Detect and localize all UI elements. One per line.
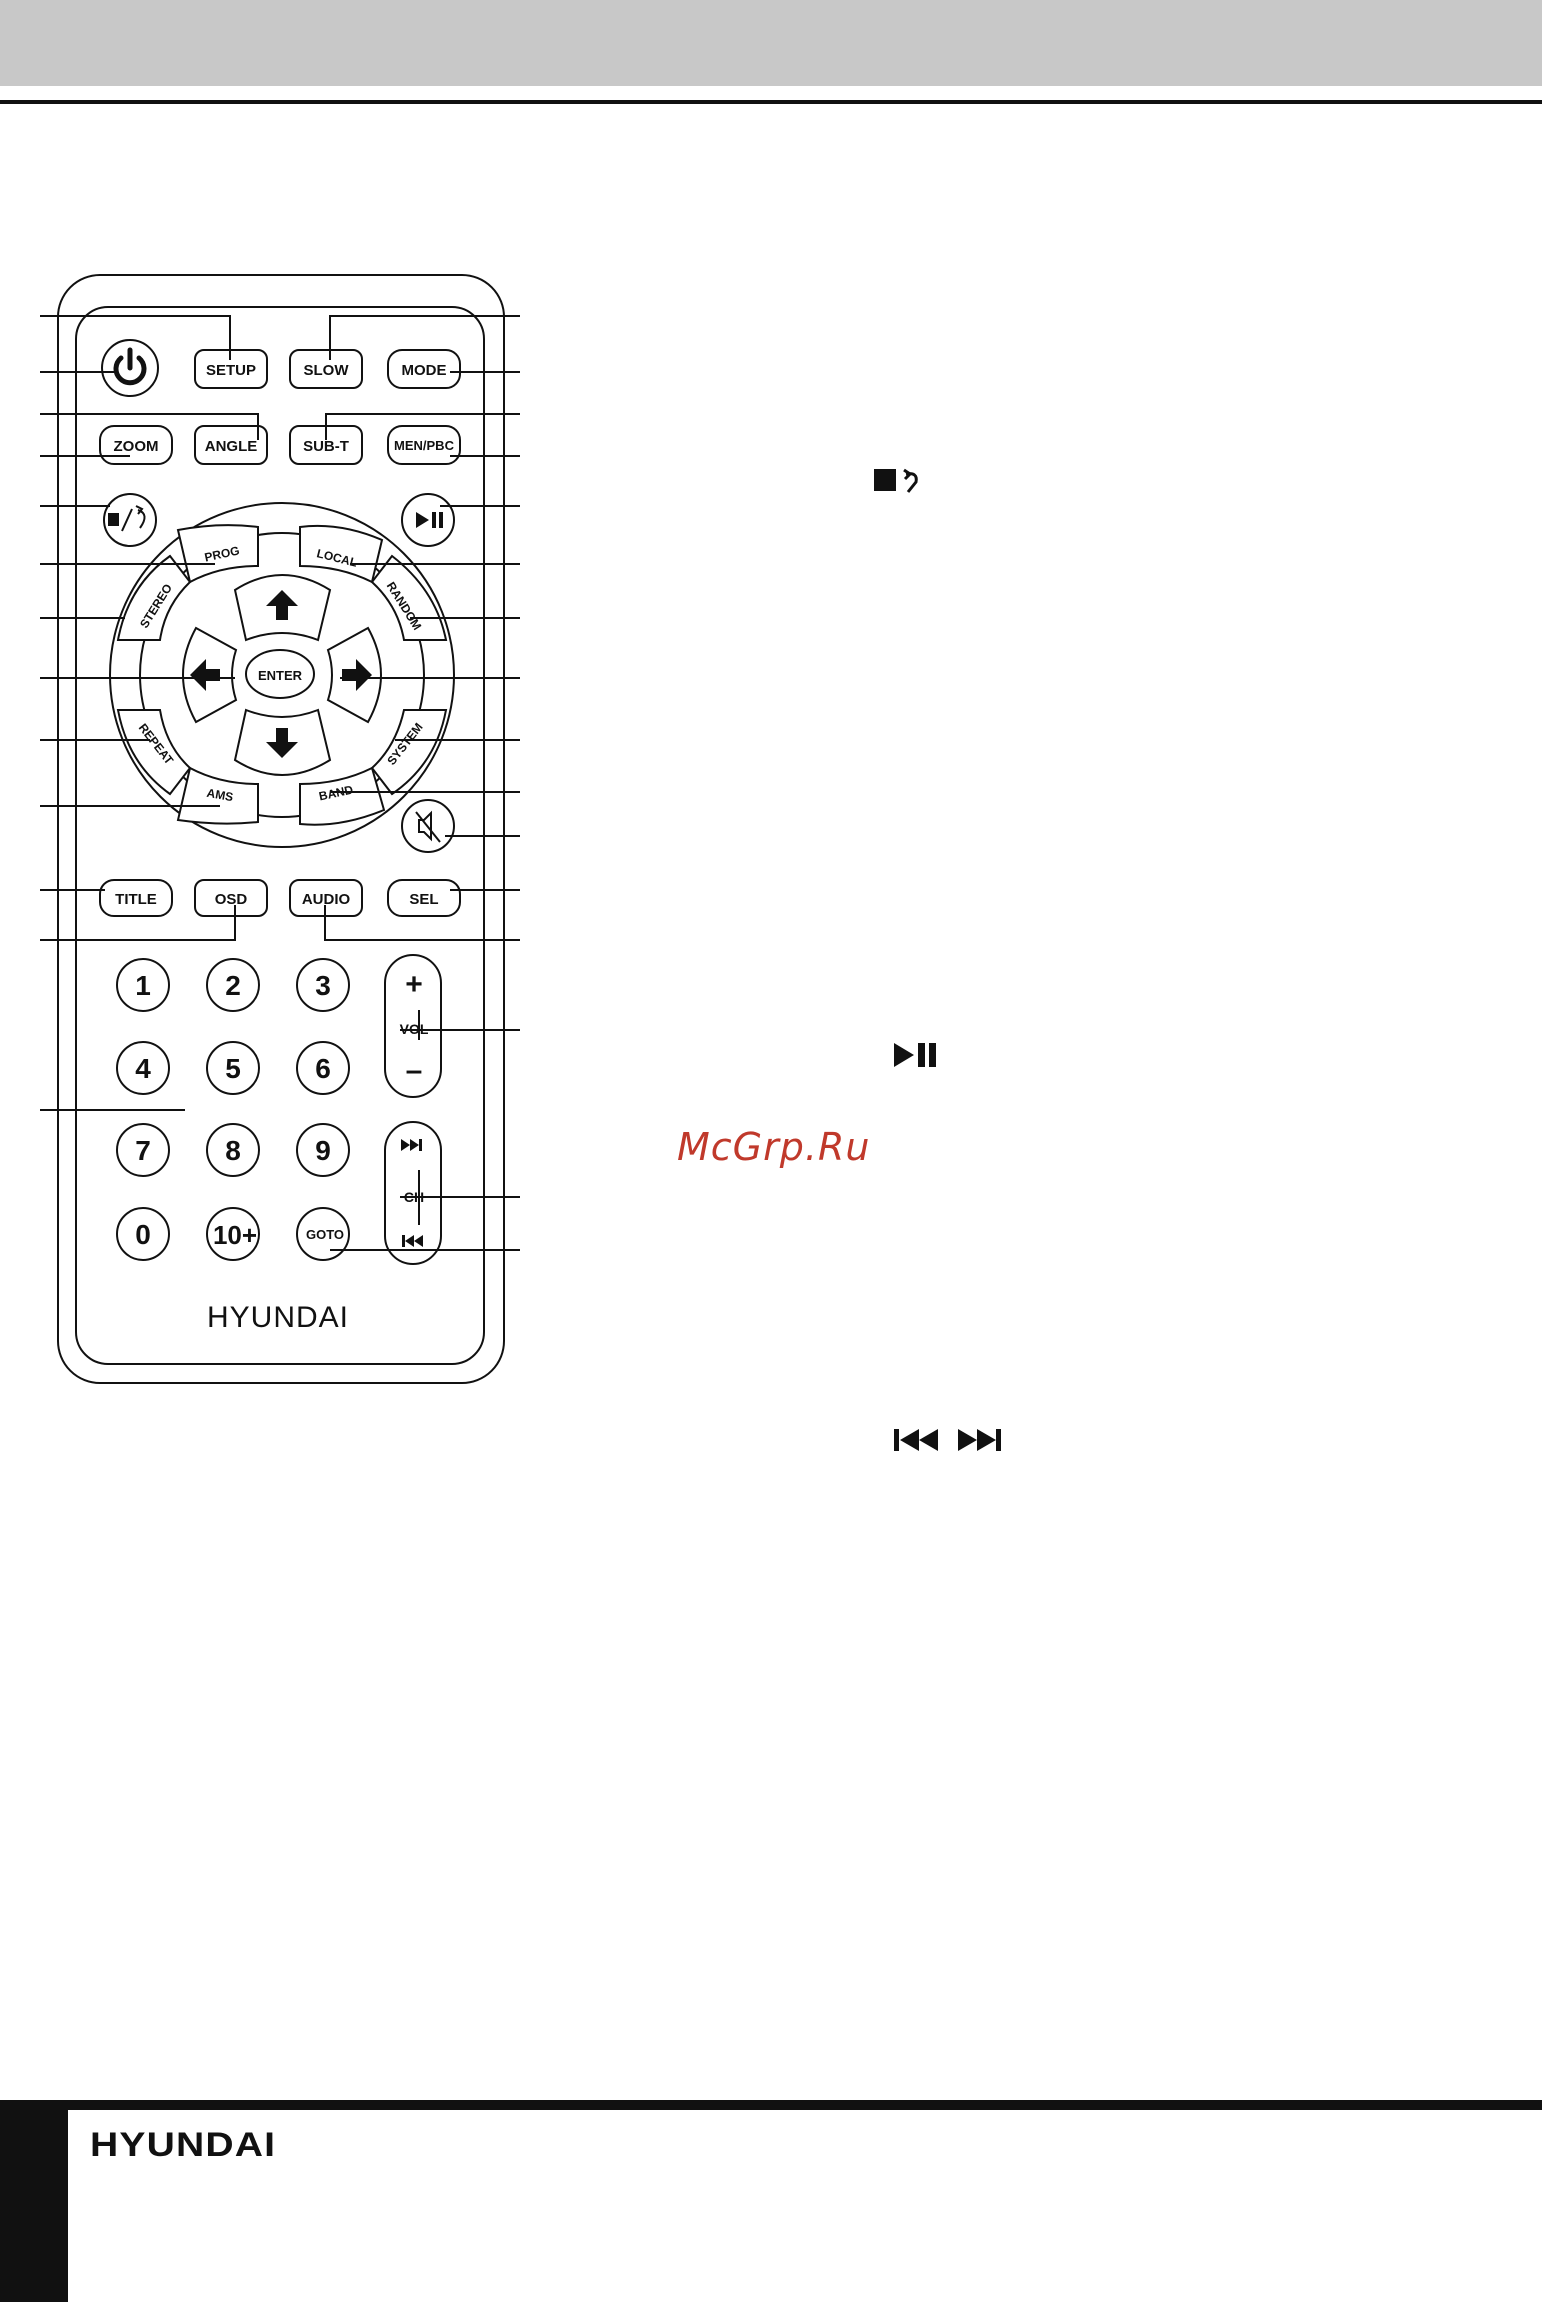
slow-label: SLOW <box>303 362 349 379</box>
local-label: LOCAL <box>315 546 359 570</box>
stop-return-symbol <box>872 466 932 496</box>
zoom-label: ZOOM <box>113 438 159 455</box>
digit-0-label: 0 <box>135 1219 151 1250</box>
menpbc-label: MEN/PBC <box>394 438 454 453</box>
title-label: TITLE <box>115 891 157 908</box>
band-label: BAND <box>317 782 355 804</box>
ams-label: AMS <box>205 785 235 805</box>
digit-6-label: 6 <box>315 1053 331 1084</box>
digit-10plus-label: 10+ <box>212 1220 258 1250</box>
footer-side-block <box>0 2100 68 2302</box>
remote-brand-logo: HYUNDAI <box>206 1301 350 1334</box>
vol-minus-label: – <box>405 1054 423 1087</box>
repeat-label: REPEAT <box>135 720 177 768</box>
digit-5-label: 5 <box>225 1053 241 1084</box>
enter-label: ENTER <box>257 668 303 683</box>
vol-plus-label: + <box>405 968 423 1001</box>
digit-3-label: 3 <box>315 970 331 1001</box>
sel-label: SEL <box>409 891 439 908</box>
prog-label: PROG <box>203 543 241 565</box>
watermark: McGrp.Ru <box>677 1125 871 1169</box>
footer-brand-logo: HYUNDAI <box>90 2126 277 2164</box>
osd-label: OSD <box>214 891 248 908</box>
system-label: SYSTEM <box>384 720 426 768</box>
vol-label: VOL <box>399 1021 429 1037</box>
digit-9-label: 9 <box>315 1135 331 1166</box>
mode-label: MODE <box>401 362 447 379</box>
audio-label: AUDIO <box>301 891 351 908</box>
setup-label: SETUP <box>205 362 257 379</box>
digit-7-label: 7 <box>135 1135 151 1166</box>
footer-rule <box>0 2100 1542 2110</box>
remote-diagram <box>0 0 540 1400</box>
digit-2-label: 2 <box>225 970 241 1001</box>
play-pause-symbol <box>892 1040 942 1074</box>
prev-next-symbol <box>892 1425 1022 1459</box>
angle-label: ANGLE <box>204 438 258 455</box>
subt-label: SUB-T <box>303 438 349 455</box>
digit-8-label: 8 <box>225 1135 241 1166</box>
digit-4-label: 4 <box>135 1053 151 1084</box>
digit-1-label: 1 <box>135 970 151 1001</box>
ch-label: CH <box>403 1189 425 1205</box>
random-label: RANDOM <box>383 579 425 633</box>
stereo-label: STEREO <box>136 581 176 631</box>
goto-label: GOTO <box>305 1227 345 1242</box>
